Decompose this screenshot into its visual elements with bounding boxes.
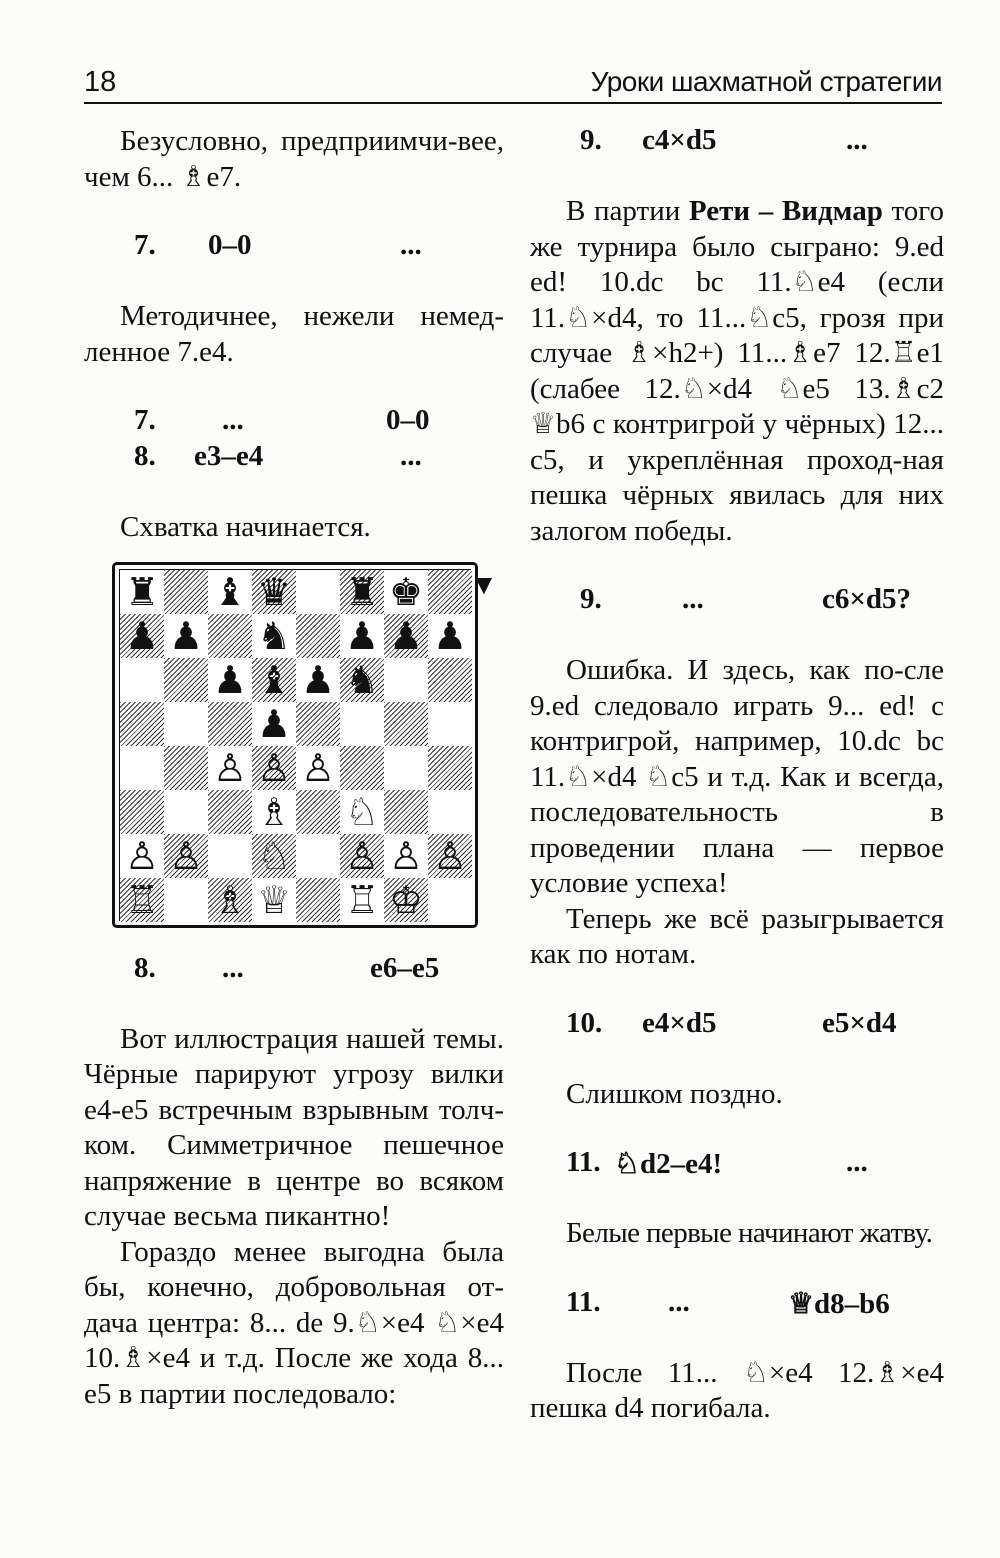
square-f5 [340,702,384,746]
square-f6: ♞ [340,658,384,702]
paragraph-text: В партии [566,195,689,227]
player-names: Рети – Видмар [688,195,883,227]
move-line [84,952,504,988]
square-e4: ♙ [296,746,340,790]
square-b8 [164,570,208,614]
header-rule [84,102,942,104]
move-line [84,440,504,476]
square-d3: ♗ [252,790,296,834]
move-line [530,583,944,619]
square-f4 [340,746,384,790]
move-line [530,1146,944,1182]
white-move: ♘d2–e4! [614,1148,723,1180]
square-f8: ♜ [340,570,384,614]
move-number: 7. [134,404,156,436]
square-h3 [428,790,472,834]
square-g6 [384,658,428,702]
white-move: 0–0 [208,229,252,261]
move-line [530,1286,944,1322]
chess-diagram [84,562,504,924]
paragraph: Схватка начинается. [120,511,371,543]
square-c3 [208,790,252,834]
square-g3 [384,790,428,834]
square-h8 [428,570,472,614]
paragraph: После 11... ♘×e4 12.♗×e4 пешка d4 погибала. [530,1356,944,1424]
move-number: 11. [566,1285,601,1318]
black-to-move-marker: ▼ [470,569,498,601]
running-title: Уроки шахматной стратегии [590,66,942,97]
square-c2 [208,834,252,878]
square-g2: ♙ [384,834,428,878]
square-b1 [164,878,208,922]
square-d7: ♞ [252,614,296,658]
square-a8: ♜ [120,570,164,614]
page-number: 18 [84,66,117,98]
chess-board [112,562,478,928]
paragraph: Теперь же всё разыгрывается как по нотам. [530,902,944,970]
white-move: e4×d5 [642,1006,717,1039]
square-e2 [296,834,340,878]
square-a2: ♙ [120,834,164,878]
paragraph: Гораздо менее выгодна была бы, конечно, добровольная от-дача центра: 8... de 9.♘×e4 ♘×e4 10.♗×e4 и т.д. После же хода 8... е5 в партии последовало: [84,1235,504,1410]
square-d5: ♟ [252,702,296,746]
square-e8 [296,570,340,614]
square-c7 [208,614,252,658]
move-number: 10. [566,1006,603,1039]
white-move: ... [222,951,244,984]
square-b5 [164,702,208,746]
move-number: 8. [134,951,156,984]
move-number: 8. [134,440,156,472]
move-number: 9. [580,583,602,615]
square-c1: ♗ [208,878,252,922]
move-number: 7. [134,229,156,261]
square-e6: ♟ [296,658,340,702]
square-h6 [428,658,472,702]
square-d8: ♛ [252,570,296,614]
paragraph: Методичнее, нежели немед-ленное 7.е4. [84,300,504,368]
move-line [530,1007,944,1043]
white-move: ... [668,1285,690,1318]
square-a1: ♖ [120,878,164,922]
square-h5 [428,702,472,746]
white-move: ... [222,404,244,436]
paragraph [530,194,944,549]
square-h7: ♟ [428,614,472,658]
square-c4: ♙ [208,746,252,790]
right-column [530,124,944,1427]
square-a3 [120,790,164,834]
square-h4 [428,746,472,790]
white-move: ... [682,583,704,615]
square-f3: ♘ [340,790,384,834]
square-c6: ♟ [208,658,252,702]
square-e1 [296,878,340,922]
square-b4 [164,746,208,790]
square-a4 [120,746,164,790]
square-d4: ♙ [252,746,296,790]
black-move: e5×d4 [822,1006,897,1039]
square-g8: ♚ [384,570,428,614]
square-g7: ♟ [384,614,428,658]
square-a6 [120,658,164,702]
black-move: ... [400,440,422,472]
black-move: c6×d5? [822,583,912,615]
square-b7: ♟ [164,614,208,658]
paragraph-text: того же турнира было сыграно: 9.ed ed! 10.dc bc 11.♘e4 (если 11.♘×d4, то 11...♘c5, грозя при случае ♗×h2+) 11...♗e7 12.♖e1 (слабее 12.♘×d4 ♘e5 13.♗c2 ♕b6 с контригрой у чёрных) 12... c5, и укреплённая проход-ная пешка чёрных явилась для них залогом победы. [530,195,944,547]
move-line [84,404,504,440]
white-move: e3–e4 [194,440,264,472]
white-move: c4×d5 [642,124,717,156]
square-d2: ♘ [252,834,296,878]
square-a5 [120,702,164,746]
square-h2: ♙ [428,834,472,878]
square-c8: ♝ [208,570,252,614]
paragraph: Белые первые начинают жатву. [566,1217,933,1249]
black-move: e6–e5 [370,951,440,984]
paragraph: Вот иллюстрация нашей темы. Чёрные парируют угрозу вилки е4-е5 встречным взрывным толч-ком. Симметричное пешечное напряжение в центре во всяком случае весьма пикантно! [84,1022,504,1232]
square-g4 [384,746,428,790]
move-line [530,124,944,160]
square-d1: ♕ [252,878,296,922]
square-d6: ♝ [252,658,296,702]
black-move: ... [400,229,422,261]
paragraph: Ошибка. И здесь, как по-сле 9.ed следовало играть 9... ed! с контригрой, например, 10.dc bc 11.♘×d4 ♘c5 и т.д. Как и всегда, последовательность в проведении плана — первое условие успеха! [530,654,944,899]
black-move: ♕d8–b6 [788,1287,890,1320]
move-line [84,229,504,265]
square-e7 [296,614,340,658]
square-g5 [384,702,428,746]
black-move: ... [846,124,868,156]
square-e3 [296,790,340,834]
square-b2: ♙ [164,834,208,878]
left-column [84,124,504,1412]
square-c5 [208,702,252,746]
square-g1: ♔ [384,878,428,922]
square-f1: ♖ [340,878,384,922]
square-f2: ♙ [340,834,384,878]
move-number: 9. [580,124,602,156]
paragraph: Слишком поздно. [566,1077,783,1110]
square-h1 [428,878,472,922]
square-f7: ♟ [340,614,384,658]
square-e5 [296,702,340,746]
move-number: 11. [566,1146,601,1178]
square-b6 [164,658,208,702]
paragraph: Безусловно, предприимчи-вее, чем 6... ♗e7. [84,125,504,193]
black-move: ... [846,1146,868,1178]
black-move: 0–0 [386,404,430,436]
square-b3 [164,790,208,834]
square-a7: ♟ [120,614,164,658]
board-grid [119,569,471,921]
